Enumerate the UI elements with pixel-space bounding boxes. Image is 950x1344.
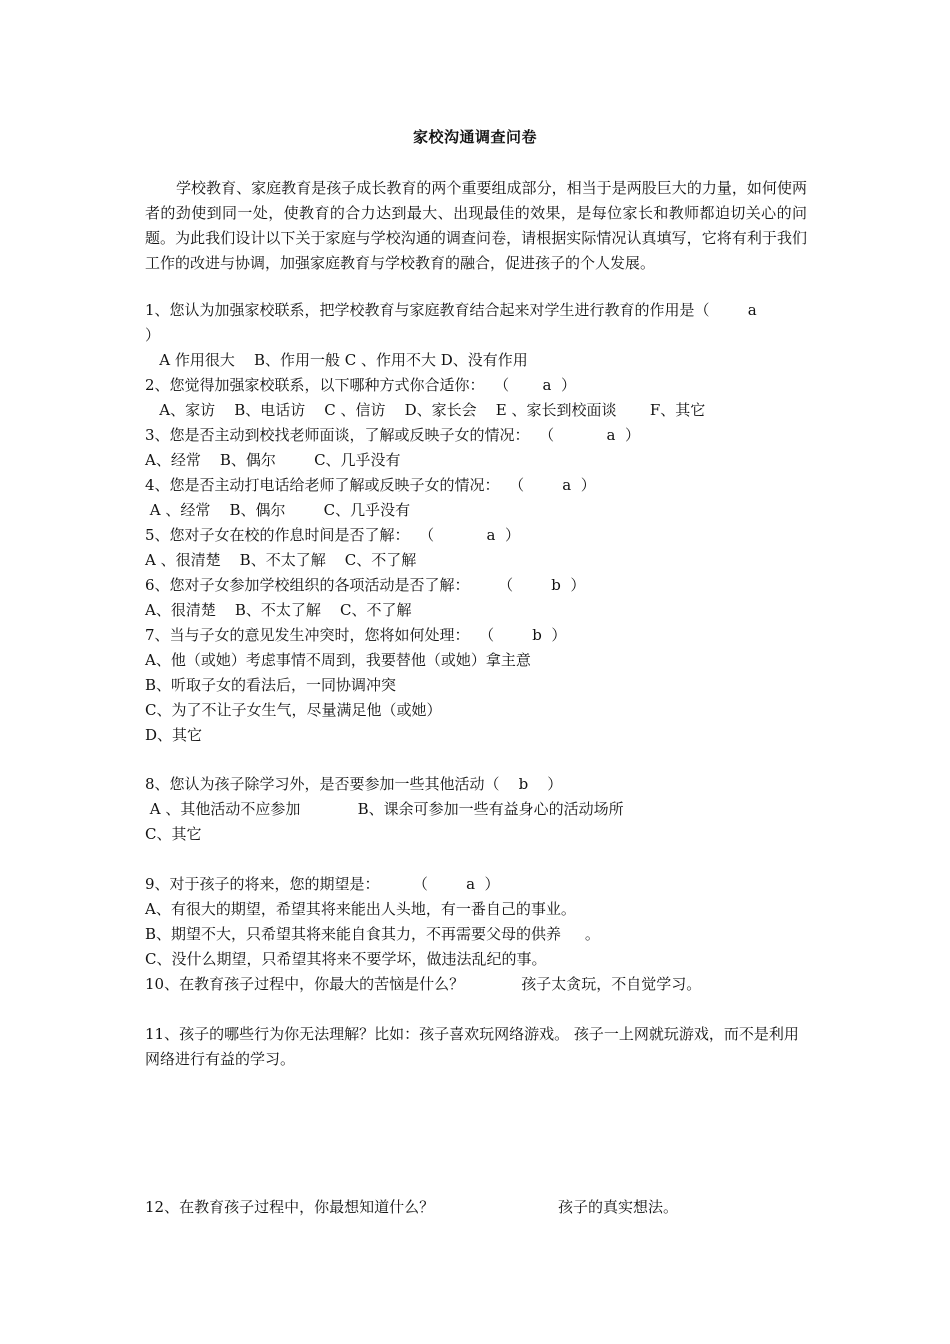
q6-question: 6、您对子女参加学校组织的各项活动是否了解： （ b ） [145, 576, 586, 594]
q7-option-c: C、为了不让子女生气，尽量满足他（或她） [145, 701, 442, 719]
q1-question: 1、您认为加强家校联系，把学校教育与家庭教育结合起来对学生进行教育的作用是（ a [145, 301, 757, 319]
q8-option-c: C、其它 [145, 825, 202, 843]
q2-question: 2、您觉得加强家校联系，以下哪种方式你合适你： （ a ） [145, 376, 576, 394]
q11-question-answer: 11、孩子的哪些行为你无法理解？比如：孩子喜欢玩网络游戏。 孩子一上网就玩游戏，而不是利用网络进行有益的学习。 [145, 1025, 799, 1068]
q3-question: 3、您是否主动到校找老师面谈，了解或反映子女的情况： （ a ） [145, 426, 641, 444]
q10-question-answer: 10、在教育孩子过程中，你最大的苦恼是什么？ 孩子太贪玩，不自觉学习。 [145, 975, 702, 993]
q9-option-c: C、没什么期望，只希望其将来不要学坏，做违法乱纪的事。 [145, 950, 547, 968]
q8-options: A 、其他活动不应参加 B、课余可参加一些有益身心的活动场所 [145, 800, 624, 818]
q8-question: 8、您认为孩子除学习外，是否要参加一些其他活动（ b ） [145, 775, 563, 793]
q2-options: A、家访 B、电话访 C 、信访 D、家长会 E 、家长到校面谈 F、其它 [145, 401, 706, 419]
q7-option-a: A、他（或她）考虑事情不周到，我要替他（或她）拿主意 [145, 651, 531, 669]
q1-options: A 作用很大 B、作用一般 C 、作用不大 D、没有作用 [145, 351, 528, 369]
q4-options: A 、经常 B、偶尔 C、几乎没有 [145, 501, 411, 519]
q9-question: 9、对于孩子的将来，您的期望是： （ a ） [145, 875, 500, 893]
q7-question: 7、当与子女的意见发生冲突时，您将如何处理： （ b ） [145, 626, 567, 644]
q6-options: A、很清楚 B、不太了解 C、不了解 [145, 601, 412, 619]
q5-question: 5、您对子女在校的作息时间是否了解： （ a ） [145, 526, 521, 544]
q9-option-b: B、期望不大，只希望其将来能自食其力，不再需要父母的供养 。 [145, 925, 600, 943]
intro-paragraph: 学校教育、家庭教育是孩子成长教育的两个重要组成部分，相当于是两股巨大的力量，如何使两者的劲使到同一处，使教育的合力达到最大、出现最佳的效果，是每位家长和教师都迫切关心的问题。为此我们设计以下关于家庭与学校沟通的调查问卷，请根据实际情况认真填写，它将有利于我们工作的改进与协调，加强家庭教育与学校教育的融合，促进孩子的个人发展。 [145, 179, 807, 272]
q1-question-close: ） [145, 326, 161, 344]
q5-options: A 、很清楚 B、不太了解 C、不了解 [145, 551, 417, 569]
q7-option-d: D、其它 [145, 726, 203, 744]
q4-question: 4、您是否主动打电话给老师了解或反映子女的情况： （ a ） [145, 476, 596, 494]
q9-option-a: A、有很大的期望，希望其将来能出人头地，有一番自己的事业。 [145, 900, 576, 918]
q3-options: A、经常 B、偶尔 C、几乎没有 [145, 451, 401, 469]
document-title: 家校沟通调查问卷 [412, 128, 537, 146]
q12-question-answer: 12、在教育孩子过程中，你最想知道什么？ 孩子的真实想法。 [145, 1198, 679, 1216]
q7-option-b: B、听取子女的看法后，一同协调冲突 [145, 676, 397, 694]
